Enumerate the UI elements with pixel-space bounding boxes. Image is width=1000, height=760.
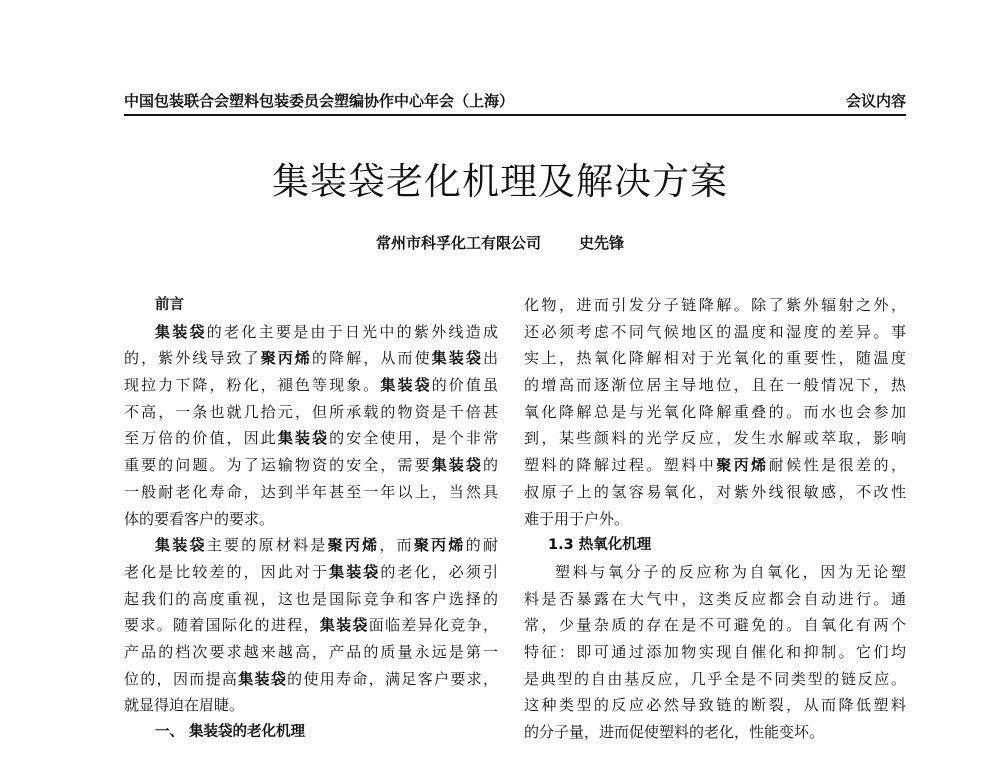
text-line	[524, 479, 906, 506]
text-line	[524, 639, 906, 666]
text-line	[524, 399, 906, 426]
text-segment: 老化是比较差的，因此对于	[124, 562, 330, 581]
text-segment: 实上，热氧化降解相对于光氧化的重要性，随温度	[524, 349, 906, 368]
text-segment: 还必须考虑不同气候地区的温度和湿度的差异。事	[524, 322, 906, 341]
text-segment: 面临差异化竞争，	[368, 616, 498, 635]
text-segment: 的价值虽	[431, 376, 498, 395]
key-term: 聚丙烯	[413, 536, 466, 555]
text-segment: 起我们的高度重视，这也是国际竞争和客户选择的	[124, 589, 498, 608]
text-segment: 就显得迫在眉睫。	[124, 696, 245, 715]
text-segment: 的，紫外线导致了	[124, 349, 261, 368]
preface-paragraph-1	[124, 319, 498, 533]
text-segment: 是典型的自由基反应，几乎全是不同类型的链反应。	[524, 669, 906, 688]
text-segment: 现拉力下降，粉化，褪色等现象。	[124, 376, 381, 395]
subheading-thermal-oxidation: 1.3 热氧化机理	[548, 537, 652, 554]
text-line	[524, 345, 906, 372]
preface-paragraph-2	[124, 532, 498, 719]
text-line	[124, 479, 498, 506]
byline	[0, 232, 1000, 254]
text-segment: 不高，一条也就几拾元，但所承载的物资是千倍甚	[124, 402, 498, 421]
text-line	[124, 345, 498, 372]
text-line	[124, 612, 498, 639]
company-name: 常州市科孚化工有限公司	[375, 234, 541, 252]
text-segment: 要求。随着国际化的进程，	[124, 616, 320, 635]
text-segment: 一般耐老化寿命，达到半年甚至一年以上，当然具	[124, 482, 498, 501]
text-segment: 料是否暴露在大气中，这类反应都会自动进行。通	[524, 589, 906, 608]
key-term: 集装袋	[155, 322, 207, 341]
text-segment: 的增高而逐渐位居主导地位，且在一般情况下，热	[524, 376, 906, 395]
text-segment: 的	[482, 456, 498, 475]
text-segment: 耐候性是很差的，	[768, 456, 906, 475]
key-term: 集装袋	[431, 349, 483, 368]
text-line	[124, 506, 498, 533]
text-line	[124, 559, 498, 586]
text-line	[124, 639, 498, 666]
key-term: 集装袋	[380, 376, 432, 395]
key-term: 集装袋	[319, 616, 369, 635]
text-line	[524, 372, 906, 399]
left-column	[124, 292, 498, 746]
text-segment: 的降解，从而使	[312, 349, 432, 368]
text-segment: 氧化降解总是与光氧化降解重叠的。而水也会参加	[524, 402, 906, 421]
paper-title: 集装袋老化机理及解决方案	[272, 160, 728, 203]
text-segment: 的耐	[465, 536, 498, 555]
preface-heading: 前言	[155, 297, 184, 313]
text-line	[124, 452, 498, 479]
text-line	[524, 559, 906, 586]
text-segment: 难于用于户外。	[524, 509, 630, 528]
text-line	[124, 666, 498, 693]
text-line	[524, 719, 906, 746]
key-term: 聚丙烯	[327, 536, 380, 555]
key-term: 聚丙烯	[260, 349, 313, 368]
text-segment: 产品的档次要求越来越高，产品的质量永远是第一	[124, 642, 498, 661]
text-segment: 主要的原材料是	[206, 536, 328, 555]
text-segment: 的使用寿命，满足客户要求，	[287, 669, 498, 688]
text-segment: 塑料的降解过程。塑料中	[524, 456, 717, 475]
text-line	[524, 506, 906, 533]
section-label: 会议内容	[845, 92, 906, 110]
running-header	[124, 90, 906, 116]
text-segment: 至万倍的价值，因此	[124, 429, 278, 448]
text-line	[124, 399, 498, 426]
text-segment: 的分子量，进而促使塑料的老化，性能变坏。	[524, 723, 825, 741]
text-line	[124, 319, 498, 346]
text-segment: 到，某些颜料的光学反应，发生水解或萃取，影响	[524, 429, 906, 448]
text-segment: 常，少量杂质的存在是不可避免的。自氧化有两个	[524, 616, 906, 635]
thermal-oxidation-paragraph	[524, 559, 906, 746]
section-heading-aging-mechanism: 一、 集装袋的老化机理	[155, 724, 306, 740]
text-segment: 的安全使用，是个非常	[329, 429, 498, 448]
text-segment: 化物，进而引发分子链降解。除了紫外辐射之外，	[524, 296, 906, 314]
key-term: 集装袋	[155, 536, 207, 555]
text-segment: 叔原子上的氢容易氧化，对紫外线很敏感，不改性	[524, 482, 906, 501]
key-term: 集装袋	[329, 562, 381, 581]
text-segment: 这种类型的反应必然导致链的断裂，从而降低塑料	[524, 696, 906, 715]
body-paragraph-continued	[524, 292, 906, 532]
text-line	[524, 292, 906, 319]
right-column	[524, 292, 906, 746]
key-term: 集装袋	[277, 429, 330, 448]
text-line	[524, 452, 906, 479]
text-segment: 位的，因而提高	[124, 669, 239, 688]
text-line	[524, 612, 906, 639]
text-line	[124, 372, 498, 399]
text-line	[524, 666, 906, 693]
text-segment: 塑料与氧分子的反应称为自氧化，因为无论塑	[555, 562, 906, 581]
text-line	[524, 692, 906, 719]
text-line	[124, 425, 498, 452]
text-segment: 出	[482, 349, 498, 368]
key-term: 聚丙烯	[716, 456, 769, 475]
text-line	[124, 532, 498, 559]
text-segment: 的老化主要是由于日光中的紫外线造成	[206, 322, 498, 341]
text-line	[124, 692, 498, 719]
text-line	[524, 586, 906, 613]
key-term: 集装袋	[431, 456, 483, 475]
conference-name: 中国包装联合会塑料包装委员会塑编协作中心年会（上海）	[124, 92, 515, 110]
text-segment: 重要的问题。为了运输物资的安全，需要	[124, 456, 432, 475]
author-name: 史先锋	[579, 234, 625, 252]
text-segment: 体的要看客户的要求。	[124, 509, 275, 528]
text-line	[524, 319, 906, 346]
text-line	[524, 425, 906, 452]
text-segment: 的老化，必须引	[380, 562, 498, 581]
text-line	[124, 586, 498, 613]
key-term: 集装袋	[238, 669, 288, 688]
text-segment: 特征：即可通过添加物实现自催化和抑制。它们均	[524, 642, 906, 661]
text-segment: ，而	[379, 536, 414, 555]
